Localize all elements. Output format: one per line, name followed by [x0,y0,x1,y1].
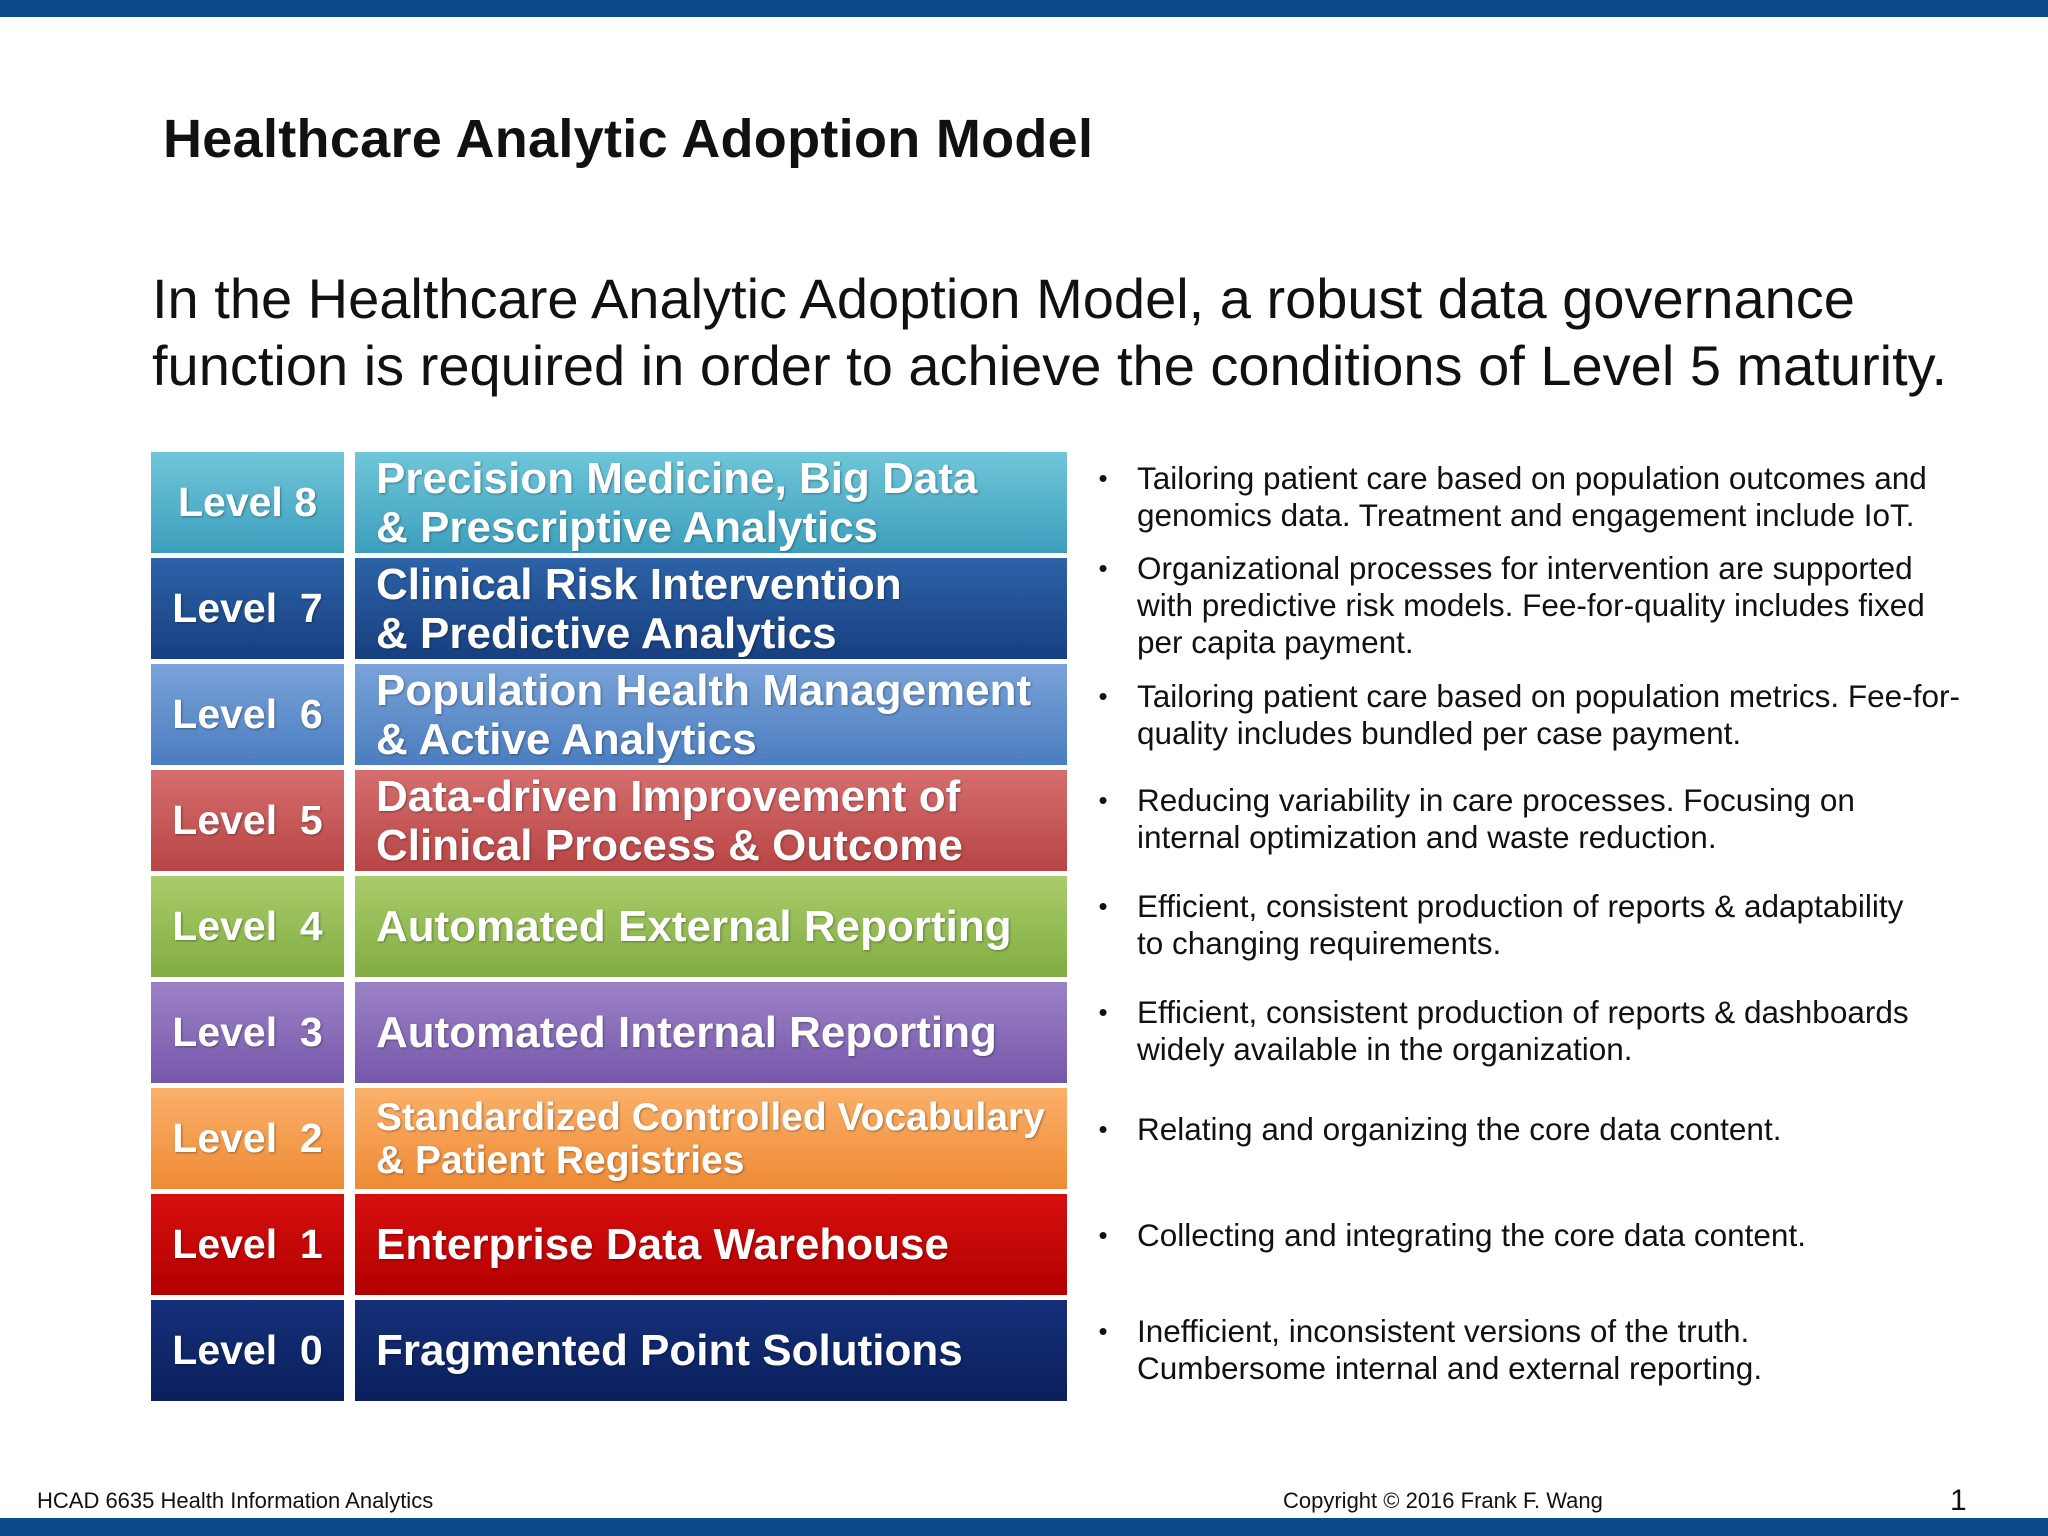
level-title-line: Population Health Management [376,665,1032,715]
level-row [151,1300,1067,1401]
level-label: Level 0 [151,1300,344,1401]
bullet-line: quality includes bundled per case payment. [1137,715,1742,751]
level-title-line: & Prescriptive Analytics [376,502,879,552]
level-title-line: Clinical Process & Outcome [376,820,963,870]
level-title-line: Automated Internal Reporting [376,1008,997,1057]
bullet-dot-icon: • [1098,553,1108,583]
level-label: Level 6 [151,664,344,765]
top-accent-bar [0,0,2048,17]
bullet-dot-icon: • [1098,785,1108,815]
intro-line: In the Healthcare Analytic Adoption Model, a robust data governance [152,267,1855,330]
level-label: Level 8 [151,452,344,553]
level-title [355,558,1067,659]
bullet-line: Organizational processes for intervention are supported [1137,550,1913,586]
level-row [151,876,1067,977]
bullet-line: internal optimization and waste reduction. [1137,819,1717,855]
level-label: Level 5 [151,770,344,871]
bullet-line: Inefficient, inconsistent versions of the truth. [1137,1313,1750,1349]
level-label: Level 1 [151,1194,344,1295]
level-title-line: & Predictive Analytics [376,608,837,658]
bullet-line: Tailoring patient care based on population metrics. Fee-for- [1137,678,1960,714]
bullet-line: Collecting and integrating the core data content. [1137,1217,1806,1253]
level-title-line: Clinical Risk Intervention [376,559,902,609]
level-title-line: & Active Analytics [376,714,757,764]
level-title-line: Fragmented Point Solutions [376,1326,963,1375]
bullet-dot-icon: • [1098,1316,1108,1346]
bullet-line: with predictive risk models. Fee-for-quality includes fixed [1137,587,1925,623]
level-title [355,664,1067,765]
bullet-dot-icon: • [1098,681,1108,711]
level-title [355,1088,1067,1189]
bullet-line: Tailoring patient care based on population outcomes and [1137,460,1927,496]
level-row [151,558,1067,659]
level-title-line: & Patient Registries [376,1138,745,1182]
bullet-line: widely available in the organization. [1137,1031,1633,1067]
level-title-line: Data-driven Improvement of [376,771,961,821]
level-row [151,1088,1067,1189]
level-title [355,1300,1067,1401]
level-title [355,982,1067,1083]
level-title-line: Enterprise Data Warehouse [376,1220,949,1269]
bullet-text [1137,1313,2037,1387]
level-row [151,664,1067,765]
page-number: 1 [1950,1484,1967,1517]
bullet-line: Cumbersome internal and external reporting. [1137,1350,1763,1386]
bullet-dot-icon: • [1098,997,1108,1027]
bullet-text [1137,888,2037,962]
bullet-dot-icon: • [1098,1220,1108,1250]
bullet-line: genomics data. Treatment and engagement include IoT. [1137,497,1915,533]
bullet-dot-icon: • [1098,463,1108,493]
bullet-text [1137,550,2037,661]
level-label: Level 2 [151,1088,344,1189]
intro-line: function is required in order to achieve the conditions of Level 5 maturity. [152,334,1948,397]
footer-course: HCAD 6635 Health Information Analytics [37,1488,434,1513]
bullet-text [1137,678,2037,752]
slide-title: Healthcare Analytic Adoption Model [163,109,1094,169]
bullet-dot-icon: • [1098,1114,1108,1144]
bullet-line: Reducing variability in care processes. Focusing on [1137,782,1855,818]
level-title [355,1194,1067,1295]
level-row [151,982,1067,1083]
level-label: Level 4 [151,876,344,977]
bullet-text [1137,1111,2037,1148]
level-title [355,452,1067,553]
bullet-dot-icon: • [1098,891,1108,921]
level-row [151,1194,1067,1295]
bullet-text [1137,782,2037,856]
level-row [151,770,1067,871]
level-label: Level 3 [151,982,344,1083]
bullet-line: Efficient, consistent production of reports & adaptability [1137,888,1904,924]
bullet-line: per capita payment. [1137,624,1414,660]
bullet-line: to changing requirements. [1137,925,1502,961]
bottom-accent-bar [0,1518,2048,1536]
level-title-line: Automated External Reporting [376,902,1012,951]
footer-copyright: Copyright © 2016 Frank F. Wang [1283,1488,1603,1513]
intro-text [152,265,2032,399]
level-title-line: Precision Medicine, Big Data [376,453,978,503]
level-label: Level 7 [151,558,344,659]
bullet-text [1137,994,2037,1068]
level-title-line: Standardized Controlled Vocabulary [376,1095,1045,1139]
bullet-line: Relating and organizing the core data content. [1137,1111,1782,1147]
level-row [151,452,1067,553]
level-title [355,770,1067,871]
level-title [355,876,1067,977]
bullet-line: Efficient, consistent production of reports & dashboards [1137,994,1909,1030]
bullet-text [1137,460,2037,534]
bullet-text [1137,1217,2037,1254]
